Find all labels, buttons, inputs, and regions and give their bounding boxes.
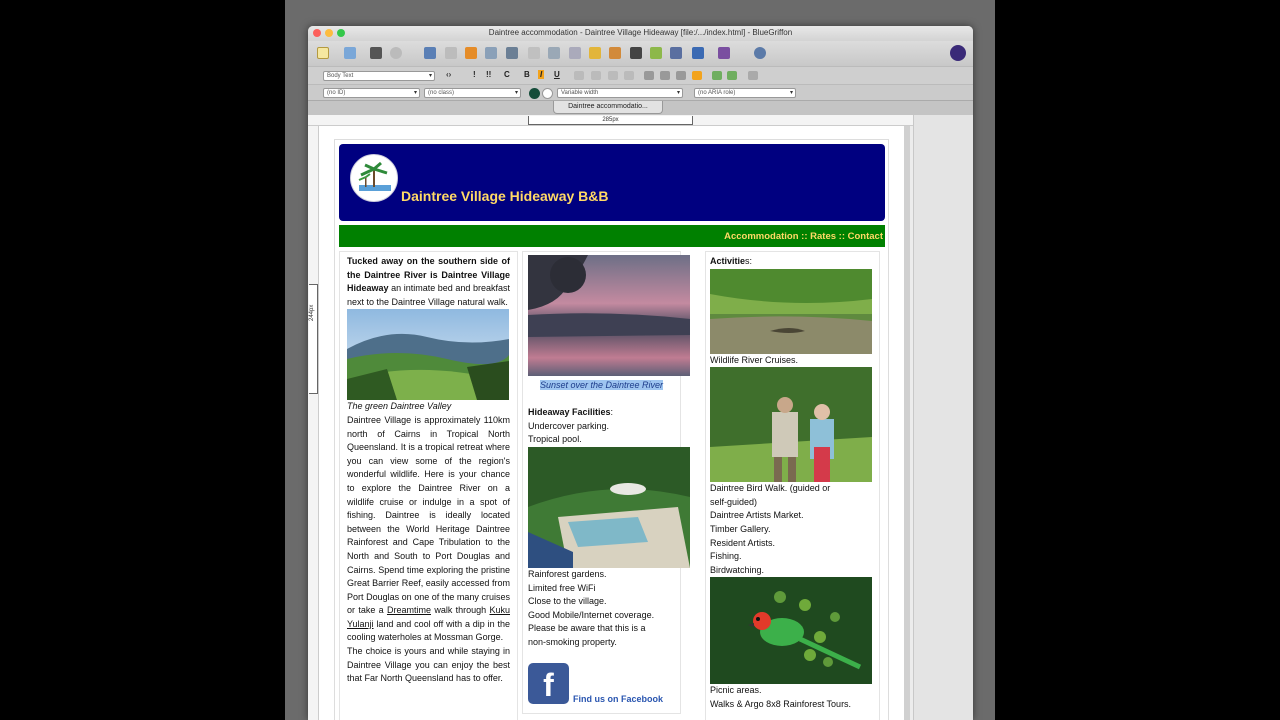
facebook-block — [528, 663, 675, 707]
activities-heading — [710, 255, 875, 269]
description-text: Daintree Village is approximately 110km north of Cairns in Tropical North Queensland. It is a tropical retreat where you can view some of the region's wonderful wildlife. Here is your chance to explore the Daintree River on a wildlife cruise or indulge in a spot of fishing. Daintree is ideally located between the World Heritage Daintree Rainforest and Cape Tribulation to the North and South to Port Douglas and Cairns. Spend time exploring the pristine Great Barrier Reef, easily accessed from Port Douglas on one of the many cruises or take a — [347, 414, 510, 616]
text-color-icon[interactable] — [529, 88, 540, 99]
nav-rates-link[interactable]: Rates — [810, 231, 837, 242]
site-banner — [339, 144, 885, 221]
outdent-icon[interactable] — [608, 71, 618, 80]
kuku-yulanji-link[interactable]: Kuku Yulanji — [347, 605, 510, 629]
description-paragraph — [347, 414, 510, 645]
page-container — [334, 139, 889, 720]
facility-item: Rainforest gardens. — [528, 568, 607, 579]
title-bar — [308, 26, 973, 41]
background-color-icon[interactable] — [542, 88, 553, 99]
column-activities[interactable] — [705, 251, 880, 720]
block-outdent-icon[interactable] — [712, 71, 722, 80]
facility-item: Please be aware that this is a — [528, 623, 646, 634]
ruler-height-indicator[interactable] — [309, 284, 318, 394]
column-about[interactable] — [339, 251, 518, 720]
facility-item: Limited free WiFi — [528, 582, 596, 593]
video-icon[interactable] — [630, 47, 642, 59]
numbered-list-icon[interactable] — [591, 71, 601, 80]
format-toolbar — [308, 66, 973, 84]
facilities-heading — [528, 406, 675, 420]
bird-walk-image[interactable] — [710, 367, 872, 482]
clear-format-icon[interactable] — [748, 71, 758, 80]
activities-title: Activitie — [710, 256, 746, 266]
dreamtime-link[interactable]: Dreamtime — [386, 605, 431, 616]
justify-icon[interactable] — [692, 71, 702, 80]
new-document-icon[interactable] — [317, 47, 329, 59]
class-select[interactable]: (no class) ▾ — [424, 88, 521, 98]
strong-button[interactable]: ! — [473, 70, 476, 79]
horizontal-ruler — [308, 115, 913, 126]
activity-item: self-guided) — [710, 496, 758, 507]
nav-bar — [339, 225, 885, 247]
underline-button[interactable]: U — [554, 70, 560, 79]
pool-image[interactable] — [528, 447, 690, 568]
audio-icon[interactable] — [650, 47, 662, 59]
bluegriffon-window — [308, 26, 973, 720]
activity-item: Picnic areas. — [710, 685, 762, 696]
insert-form-icon[interactable] — [485, 47, 497, 59]
anchor-icon[interactable] — [506, 47, 518, 59]
stop-icon[interactable] — [390, 47, 402, 59]
facility-item: Tropical pool. — [528, 434, 582, 445]
side-panel — [913, 115, 973, 720]
nav-contact-link[interactable]: Contact — [847, 231, 883, 242]
activity-item: Walks & Argo 8x8 Rainforest Tours. — [710, 698, 852, 709]
nav-separator: :: — [798, 231, 811, 242]
main-toolbar — [308, 41, 973, 66]
tab-strip — [308, 101, 973, 115]
site-title: Daintree Village Hideaway B&B — [401, 188, 609, 204]
ruler-height-label: 244px — [309, 304, 315, 321]
aria-role-select[interactable]: (no ARIA role) ▾ — [694, 88, 796, 98]
activities-title-tail: s: — [745, 256, 753, 266]
activity-item: Daintree Artists Market. — [710, 510, 804, 521]
closing-paragraph: The choice is yours and while staying in Daintree Village you can enjoy the best that Far North Queensland has to offer. — [347, 646, 510, 684]
window-title: Daintree accommodation - Daintree Village Hideaway [file:/.../index.html] - BlueGriffon — [488, 28, 793, 37]
valley-caption: The green Daintree Valley — [347, 401, 452, 412]
save-icon[interactable] — [370, 47, 382, 59]
griffon-logo-icon — [950, 45, 966, 61]
valley-image[interactable] — [347, 309, 509, 400]
nav-links — [724, 231, 883, 242]
tab-document[interactable]: Daintree accommodatio... — [553, 101, 663, 114]
activity-item: Resident Artists. — [710, 537, 776, 548]
palm-logo — [350, 154, 398, 202]
activity-item: Fishing. — [710, 551, 742, 562]
description-text: land and cool off with a dip in the cooling waterholes at Mossman Gorge. — [347, 618, 510, 643]
ruler-width-indicator[interactable]: 285px — [528, 116, 693, 125]
indent-icon[interactable] — [624, 71, 634, 80]
align-center-icon[interactable] — [660, 71, 670, 80]
description-text: walk through — [431, 605, 490, 616]
intro-rest: an intimate bed and breakfast next to the Daintree Village natural walk. — [347, 283, 510, 307]
align-left-icon[interactable] — [644, 71, 654, 80]
facilities-title: Hideaway Facilities — [528, 407, 611, 418]
align-right-icon[interactable] — [676, 71, 686, 80]
facility-item: non-smoking property. — [528, 636, 617, 647]
facebook-icon[interactable]: f — [528, 663, 569, 704]
block-indent-icon[interactable] — [727, 71, 737, 80]
facilities-colon: : — [610, 407, 614, 418]
vertical-ruler — [308, 126, 319, 720]
river-cruise-image[interactable] — [710, 269, 872, 354]
facility-item: Undercover parking. — [528, 420, 610, 431]
facebook-link[interactable]: Find us on Facebook — [573, 694, 664, 705]
italic-button[interactable]: I — [540, 70, 543, 79]
column-facilities[interactable] — [522, 251, 681, 714]
activity-item: Birdwatching. — [710, 564, 765, 575]
browser-preview-icon[interactable] — [754, 47, 766, 59]
script-icon[interactable] — [718, 47, 730, 59]
comment-icon[interactable] — [589, 47, 601, 59]
facility-item: Close to the village. — [528, 596, 607, 607]
bulleted-list-icon[interactable] — [574, 71, 584, 80]
hr-icon[interactable] — [528, 47, 540, 59]
pencil-icon[interactable] — [609, 47, 621, 59]
insert-table-icon[interactable] — [465, 47, 477, 59]
sunset-caption: Sunset over the Daintree River — [539, 380, 664, 390]
insert-image-icon[interactable] — [445, 47, 457, 59]
id-select[interactable]: (no ID) ▾ — [323, 88, 420, 98]
intro-paragraph — [347, 255, 510, 309]
paragraph-format-select[interactable]: Body Text ▾ — [323, 71, 435, 81]
open-file-icon[interactable] — [344, 47, 356, 59]
mobile-icon[interactable] — [670, 47, 682, 59]
activity-item: Timber Gallery. — [710, 523, 771, 534]
view-icon[interactable] — [692, 47, 704, 59]
bold-button[interactable]: B — [524, 70, 530, 79]
form-field-icon[interactable] — [569, 47, 581, 59]
nav-accommodation-link[interactable]: Accommodation — [724, 231, 799, 242]
insert-link-icon[interactable] — [424, 47, 436, 59]
facility-item: Good Mobile/Internet coverage. — [528, 609, 655, 620]
code-tag-icon[interactable]: ‹› — [446, 70, 452, 79]
width-select[interactable]: Variable width ▾ — [557, 88, 683, 98]
vertical-scrollbar[interactable] — [904, 126, 910, 720]
nav-separator: :: — [836, 231, 848, 242]
editor-canvas[interactable] — [319, 126, 904, 720]
em-button[interactable]: !! — [486, 70, 492, 79]
intro-bold: Tucked away on the southern side of the Daintree River is Daintree Village Hideaway — [347, 256, 510, 294]
parrot-image[interactable] — [710, 577, 872, 684]
sunset-image[interactable] — [528, 255, 690, 376]
character-icon[interactable] — [548, 47, 560, 59]
activity-item: Wildlife River Cruises. — [710, 354, 799, 365]
code-button[interactable]: C — [504, 70, 510, 79]
activity-item: Daintree Bird Walk. (guided or — [710, 483, 831, 494]
properties-toolbar — [308, 84, 973, 101]
